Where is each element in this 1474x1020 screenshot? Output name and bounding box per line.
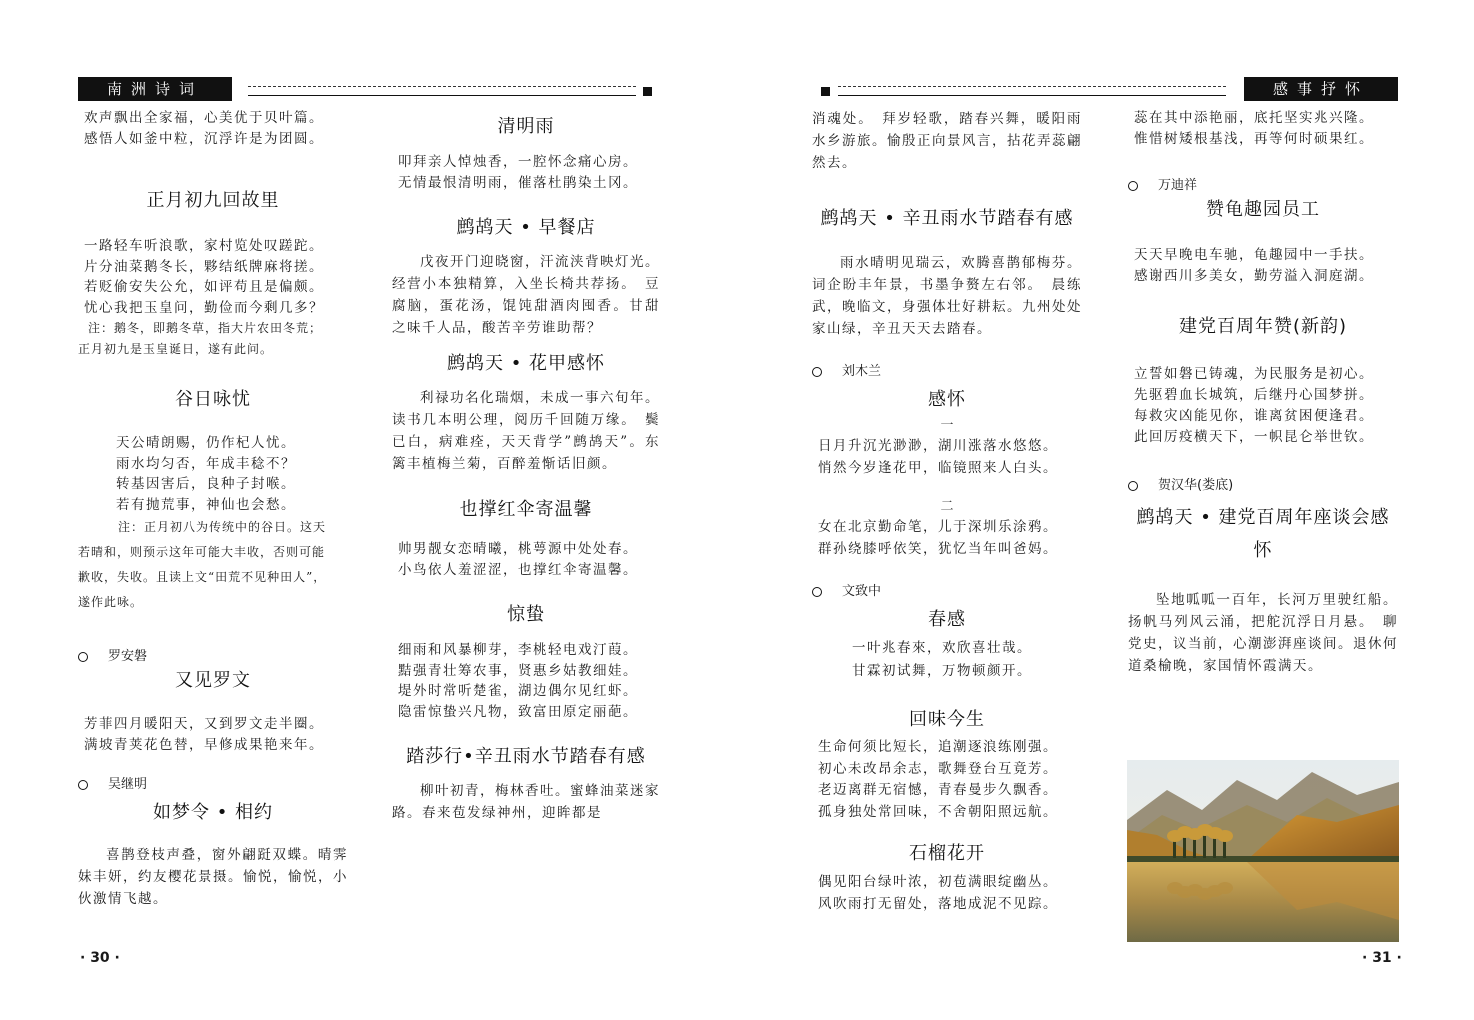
author-name: 文致中 (842, 584, 882, 599)
note-line: 歉收，失收。且读上文“田荒不见种田人”， (78, 570, 327, 584)
author-line (812, 360, 1082, 379)
verse-line: 老迈离群无宿憾，青春曼步久飘香。 (818, 782, 1058, 798)
verse-line: 感谢西川多美女，勤劳溢入洞庭湖。 (1134, 267, 1374, 284)
poem-title: 感怀 (928, 389, 966, 410)
poem-title: 鹧鸪天 • 建党百周年座谈会感怀 (1136, 507, 1390, 561)
right-header-rule (838, 95, 1226, 96)
note-line: 正月初九是玉皇诞日，遂有此问。 (78, 342, 274, 356)
verse-line: 感悟人如釜中粒，沉浮许是为团圆。 (84, 130, 324, 147)
stanza-number: 二 (940, 499, 954, 514)
column-3 (812, 108, 1082, 915)
verse-line: 隐雷惊蛰兴凡物，致富田原定丽葩。 (398, 703, 638, 720)
verse-line: 帅男靓女恋晴曦，桃萼源中处处春。 (398, 541, 638, 557)
right-header-dotted-rule (838, 86, 1226, 87)
verse-line: 偶见阳台绿叶浓，初苞满眼绽幽丛。 (818, 874, 1058, 890)
verse-line: 初心未改昂余志，歌舞登台互竟芳。 (818, 760, 1058, 777)
right-section-label: 感事抒怀 (1244, 77, 1398, 101)
author-line (78, 773, 348, 792)
author-line (1128, 474, 1398, 493)
author-line (1128, 174, 1398, 193)
author-line (78, 645, 348, 664)
poem-title: 踏莎行•辛丑雨水节踏春有感 (406, 746, 646, 767)
poem-title: 鹧鸪天 • 花甲感怀 (446, 353, 606, 374)
stanza-number: 一 (940, 418, 954, 433)
verse-line: 芳菲四月暖阳天，又到罗文走半圈。 (84, 716, 324, 732)
poem-title: 回味今生 (909, 709, 985, 730)
left-header-square-icon (643, 87, 652, 96)
poem-body (1128, 364, 1398, 448)
poem-body (78, 714, 348, 755)
poem-paragraph: 柳叶初青，梅林香吐。蜜蜂油菜迷家路。春来苞发绿神州，迎眸都是 (392, 783, 660, 821)
verse-line: 立誓如磐已铸魂，为民服务是初心。 (1134, 366, 1374, 382)
intro-verse (78, 108, 348, 149)
verse-line: 若贬偷安失公允，如评苟且是偏颇。 (84, 279, 324, 295)
poem-title: 清明雨 (497, 116, 555, 137)
poem-paragraph: 坠地呱呱一百年，长河万里驶红船。扬帆马列风云涌，把舵沉浮日月悬。 聊党史，议当前，心潮澎湃座谈间。退休何道桑榆晚，家国情怀霞满天。 (1128, 592, 1398, 674)
poem-body (78, 433, 348, 515)
note-line: 若晴和，则预示这年可能大丰收，否则可能 (78, 545, 326, 559)
verse-line: 天公晴朗赐，仍作杞人忧。 (116, 435, 296, 451)
poem-paragraph: 戊夜开门迎晓窗，汗流浃背映灯光。经营小本独精算，入坐长椅共荐扬。 豆腐脑，蛋花汤，馄饨甜酒肉囤香。甘甜之味千人品，酸苦辛劳谁助帮？ (392, 254, 660, 336)
verse-line: 转基因害后，良种子封喉。 (116, 476, 296, 492)
poem-title: 春感 (928, 609, 966, 630)
poem-title: 正月初九回故里 (146, 190, 280, 211)
note-line: 注：鹅冬，即鹅冬草，指大片农田冬荒； (88, 321, 323, 335)
poem-title: 惊蛰 (507, 604, 545, 625)
poem-title: 鹧鸪天 • 早餐店 (456, 217, 596, 238)
left-section-label: 南洲诗词 (78, 77, 232, 101)
poem-title: 建党百周年赞(新韵) (1178, 316, 1348, 337)
right-header-square-icon (821, 87, 830, 96)
author-name: 吴继明 (108, 777, 148, 792)
column-2 (392, 112, 660, 824)
circle-bullet-icon (1128, 481, 1138, 491)
page-number-right: · 31 · (1362, 950, 1402, 966)
poem-title: 石榴花开 (909, 843, 985, 864)
note-line: 遂作此咏。 (78, 595, 144, 609)
verse-line: 片分油菜鹅冬长，夥结纸牌麻将搓。 (84, 258, 324, 275)
poem-body (812, 637, 1082, 683)
poem-body (392, 152, 660, 193)
poem-body (1128, 245, 1398, 286)
verse-line: 天天早晚电车驰，龟趣园中一手扶。 (1134, 247, 1374, 263)
poem-title: 鹧鸪天 • 辛丑雨水节踏春有感 (820, 208, 1074, 229)
circle-bullet-icon (812, 587, 822, 597)
verse-line: 小鸟依人羞涩涩，也撑红伞寄温馨。 (398, 561, 638, 578)
circle-bullet-icon (1128, 181, 1138, 191)
poem-body (812, 737, 1082, 823)
verse-line: 先驱碧血长城筑，后继丹心国梦拼。 (1134, 387, 1374, 403)
poem-paragraph: 利禄功名化瑞烟，未成一事六旬年。读书几本明公理，阅历千回随万缘。 鬓已白，病难痊，天天背学”鹧鸪天”。东篱丰植梅兰菊，百醉羞惭话旧颜。 (392, 390, 660, 472)
verse-line: 满坡青荚花色替，早修成果艳来年。 (84, 736, 324, 753)
poem-paragraph: 雨水晴明见瑞云，欢腾喜鹊郁梅芬。词企盼丰年景，书墨争赘左右邻。 晨练武，晚临文，身强体壮好耕耘。九州处处家山绿，辛丑天天去踏春。 (812, 255, 1082, 337)
note-line: 注：正月初八为传统中的谷日。这天 (118, 520, 327, 534)
verse-line: 此回厉疫横天下，一帜昆仑举世钦。 (1134, 429, 1374, 445)
left-header-dotted-rule (248, 86, 636, 87)
verse-line: 日月升沉光渺渺，湖川涨落水悠悠。 (818, 438, 1058, 454)
poem-title: 如梦令 • 相约 (152, 802, 274, 823)
verse-line: 群孙绕膝呼依笑，犹忆当年叫爸妈。 (818, 541, 1058, 557)
verse-line: 细雨和风暴柳芽，李桃轻电戏汀葭。 (398, 642, 638, 658)
verse-line: 一路轻车听浪歌，家村览处叹蹉跎。 (84, 238, 324, 254)
author-name: 刘木兰 (842, 364, 882, 379)
poem-title: 也撑红伞寄温馨 (459, 499, 593, 520)
page-number-left: · 30 · (80, 950, 120, 966)
verse-line: 叩拜亲人悼烛香，一腔怀念痛心房。 (398, 154, 638, 170)
verse-line: 蕊在其中添艳丽，底托坚实兆兴隆。 (1134, 110, 1374, 126)
poem-body (78, 236, 348, 318)
poem-body (812, 871, 1082, 915)
author-name: 万迪祥 (1158, 178, 1198, 193)
mountain-lake-photo (1127, 760, 1399, 942)
verse-line: 风吹雨打无留处，落地成泥不见踪。 (818, 896, 1058, 912)
intro-verse (1128, 108, 1398, 150)
circle-bullet-icon (78, 652, 88, 662)
column-4 (1128, 108, 1398, 677)
verse-line: 堤外时常听楚雀，湖边偶尔见红虾。 (398, 683, 638, 699)
circle-bullet-icon (812, 367, 822, 377)
poem-title: 又见罗文 (175, 670, 251, 691)
verse-line: 无情最恨清明雨，催落杜鹃染土冈。 (398, 174, 638, 191)
poem-body (812, 435, 1082, 479)
verse-line: 悄然今岁逢花甲，临镜照来人白头。 (818, 460, 1058, 476)
poem-title: 赞龟趣园员工 (1206, 199, 1320, 220)
verse-line: 雨水均匀否，年成丰稔不？ (116, 455, 296, 472)
poem-body (812, 516, 1082, 560)
author-name: 贺汉华(娄底) (1158, 478, 1234, 493)
poem-title: 谷日咏忧 (175, 389, 251, 410)
poem-paragraph: 消魂处。 拜岁轻歌，踏春兴舞，暖阳雨水乡游旅。愉殷正向景风言，拈花弄蕊翩然去。 (812, 111, 1082, 171)
verse-line: 欢声飘出全家福，心美优于贝叶篇。 (84, 110, 324, 126)
verse-line: 生命何须比短长，追潮逐浪练刚强。 (818, 739, 1058, 755)
verse-line: 黠强青壮筹农事，贤惠乡姑教细娃。 (398, 662, 638, 679)
verse-line: 孤身独处常回味，不舍朝阳照远航。 (818, 803, 1058, 820)
poem-body (392, 539, 660, 580)
verse-line: 若有抛荒事，神仙也会愁。 (116, 496, 296, 513)
poem-paragraph: 喜鹊登枝声叠，窗外翩跹双蝶。晴霁妹丰妍，约友樱花景摄。愉悦，愉悦，小伙激情飞越。 (78, 847, 348, 907)
verse-line: 忧心我把玉皇问，勤俭而今剩几多？ (84, 299, 324, 316)
verse-line: 每救灾凶能见你，谁离贫困便逢君。 (1134, 408, 1374, 424)
author-line (812, 580, 1082, 599)
verse-line: 女在北京勤命笔，儿于深圳乐涂鸦。 (818, 519, 1058, 535)
column-1 (78, 108, 348, 910)
poem-body (392, 640, 660, 722)
verse-line: 甘霖初试舞，万物顿颜开。 (852, 663, 1032, 679)
verse-line: 惟惜树矮根基浅，再等何时硕果红。 (1134, 131, 1374, 147)
author-name: 罗安磐 (108, 649, 148, 664)
verse-line: 一叶兆春來，欢欣喜壮哉。 (852, 640, 1032, 656)
left-header-rule (248, 95, 636, 96)
circle-bullet-icon (78, 780, 88, 790)
